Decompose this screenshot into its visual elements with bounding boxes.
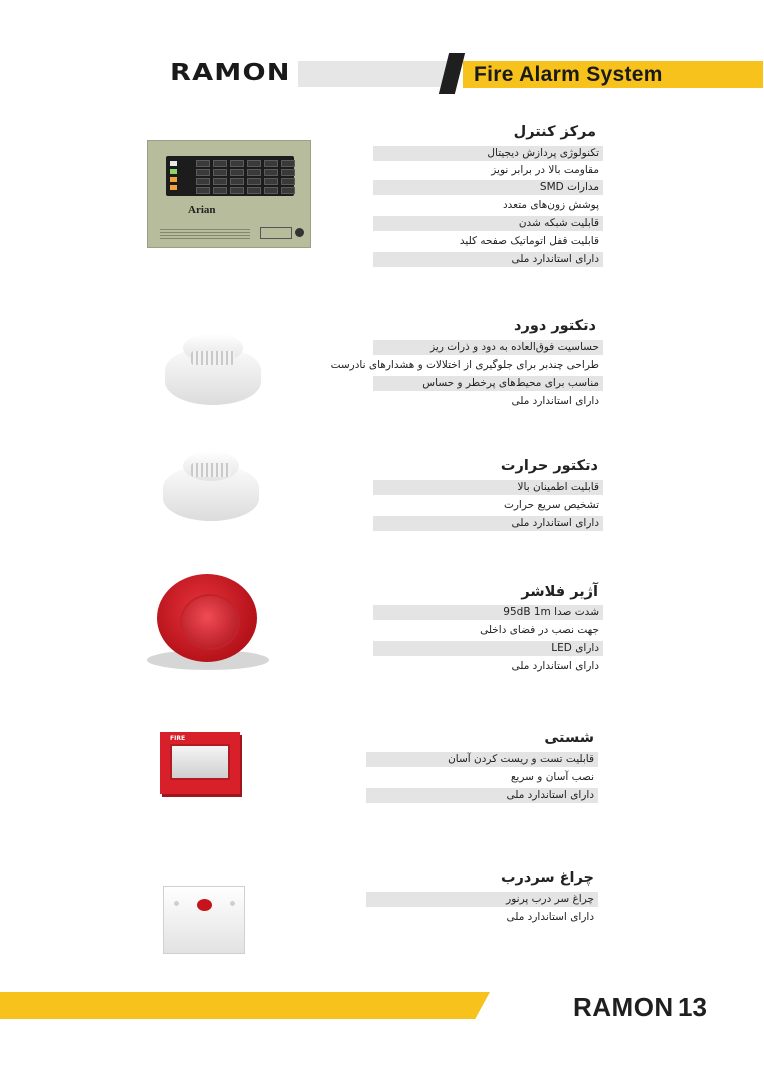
panel-brand-logo: Arian [188, 204, 216, 216]
feature-row: تکنولوژی پردازش دیجیتال [373, 146, 603, 161]
section-title-call-point: شستی [544, 730, 594, 746]
smoke-detector-image [165, 327, 261, 407]
feature-row: حساسیت فوق‌العاده به دود و ذرات ریز [373, 340, 603, 355]
feature-row: پوشش زون‌های متعدد [502, 199, 599, 211]
control-panel-image [147, 140, 311, 248]
panel-fine-print [160, 229, 250, 239]
detector-grill [191, 351, 235, 365]
header-black-slash [439, 53, 465, 94]
lamp-screw [230, 901, 235, 906]
feature-row: قابلیت شبکه شدن [373, 216, 603, 231]
section-title-heat-detector: دتکتور حرارت [500, 458, 598, 474]
detector-grill [191, 463, 231, 477]
feature-row: دارای استاندارد ملی [506, 911, 594, 923]
page-number: 13 [678, 992, 707, 1022]
feature-row: دارای استاندارد ملی [373, 516, 603, 531]
ramon-logo: RAMON [170, 60, 291, 86]
page-title: Fire Alarm System [474, 63, 663, 86]
feature-row: مقاومت بالا در برابر نویز [491, 164, 599, 176]
feature-row: مدارات SMD [373, 180, 603, 195]
lamp-screw [174, 901, 179, 906]
feature-row: مناسب برای محیط‌های پرخطر و حساس [373, 376, 603, 391]
panel-key-lock [295, 228, 304, 237]
mcp-glass [170, 744, 230, 780]
footer-brand: RAMON [573, 992, 674, 1022]
feature-row: دارای استاندارد ملی [511, 395, 599, 407]
manual-call-point-image [160, 732, 240, 794]
heat-detector-image [163, 449, 259, 521]
feature-row: چراغ سر درب پرنور [366, 892, 598, 907]
led-green [170, 169, 177, 174]
feature-row: قابلیت قفل اتوماتیک صفحه کلید [459, 235, 599, 247]
feature-row: جهت نصب در فضای داخلی [480, 624, 599, 636]
siren-flasher-image [147, 572, 269, 672]
feature-row: دارای استاندارد ملی [511, 660, 599, 672]
feature-row: نصب آسان و سریع [510, 771, 594, 783]
led-orange [170, 185, 177, 190]
section-title-door-lamp: چراغ سردرب [500, 870, 594, 886]
feature-row: شدت صدا 95dB 1m [373, 605, 603, 620]
footer-yellow-bar [0, 992, 490, 1019]
lamp-red-led [197, 899, 212, 911]
panel-display [166, 156, 294, 196]
section-title-smoke-detector: دتکتور دورد [514, 318, 596, 334]
feature-row: دارای LED [373, 641, 603, 656]
section-title-control-panel: مرکز کنترل [513, 124, 596, 140]
led-white [170, 161, 177, 166]
mcp-label: FIRE [170, 735, 186, 742]
door-lamp-image [163, 886, 245, 954]
led-orange [170, 177, 177, 182]
feature-row: قابلیت تست و ریست کردن آسان [366, 752, 598, 767]
feature-row: دارای استاندارد ملی [373, 252, 603, 267]
panel-certification-marks [260, 227, 292, 239]
header-grey-bar [298, 61, 448, 87]
section-title-siren: آژیر فلاشر [521, 584, 598, 600]
feature-row: قابلیت اطمینان بالا [373, 480, 603, 495]
zone-grid [196, 160, 295, 194]
panel-leds [170, 161, 177, 193]
feature-row: تشخیص سریع حرارت [503, 499, 599, 511]
siren-dome [180, 594, 240, 650]
feature-row: طراحی چندبر برای جلوگیری از اختلالات و هشدارهای نادرست [330, 359, 599, 371]
feature-row: دارای استاندارد ملی [366, 788, 598, 803]
